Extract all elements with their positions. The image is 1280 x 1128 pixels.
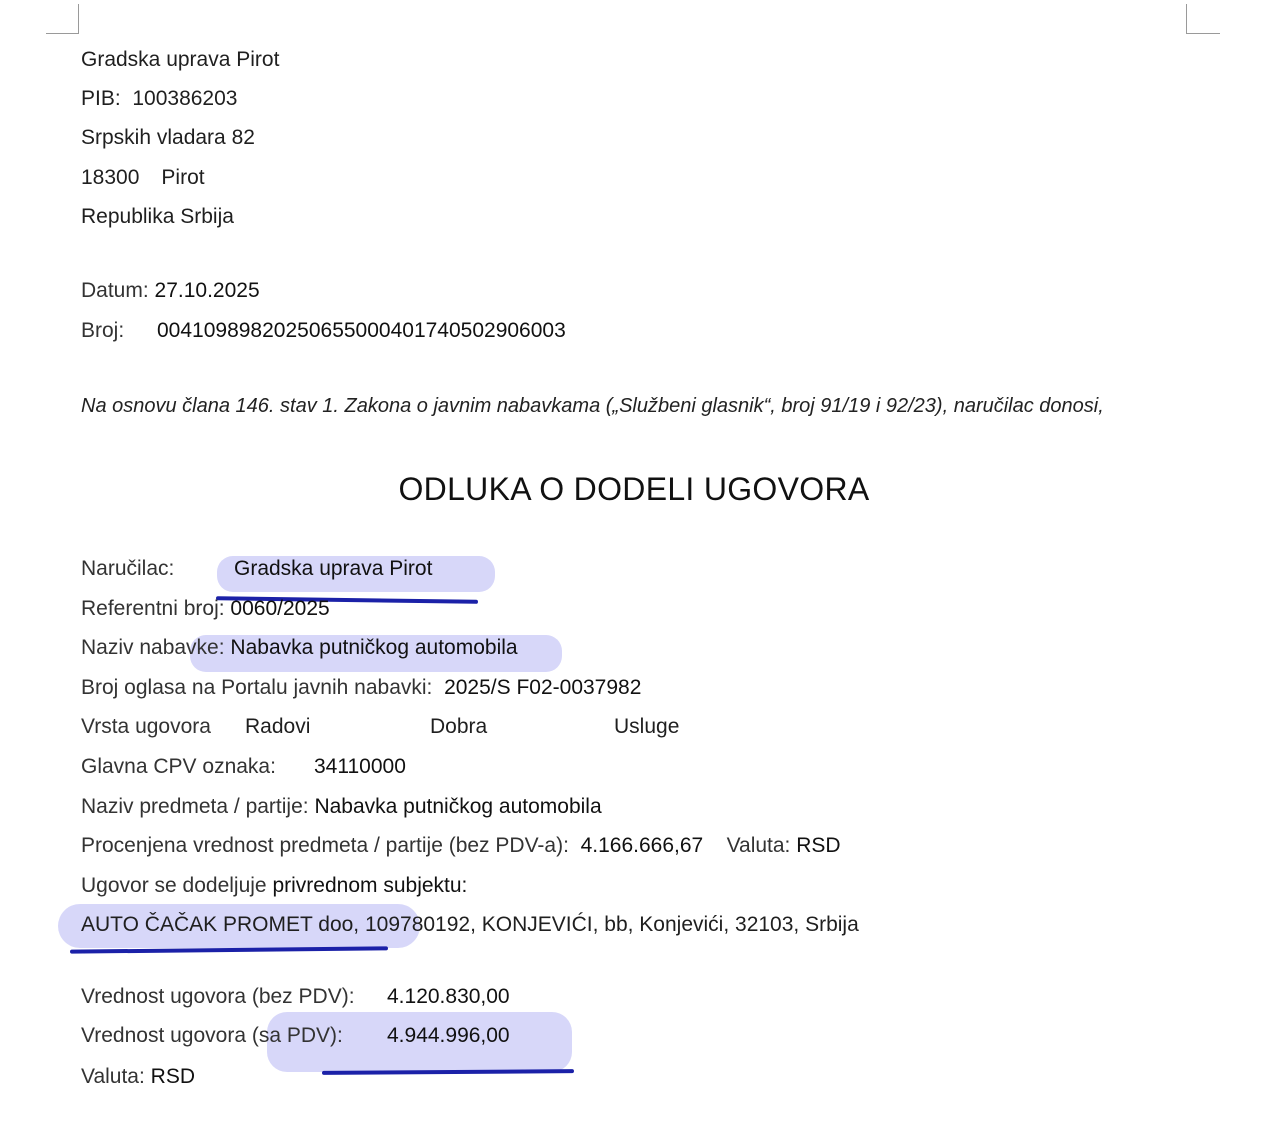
sender-country: Republika Srbija (81, 205, 234, 228)
pib-label: PIB: (81, 87, 121, 110)
sender-city-line (81, 165, 205, 191)
pib-value: 100386203 (132, 87, 238, 110)
sender-name: Gradska uprava Pirot (81, 48, 280, 71)
naziv-nabavke-line (81, 635, 518, 661)
naziv-nabavke-value: Nabavka putničkog automobila (230, 636, 518, 659)
narucilac-value: Gradska uprava Pirot (234, 557, 433, 580)
cpv-label: Glavna CPV oznaka: (81, 755, 276, 778)
number-label: Broj: (81, 319, 125, 342)
number-value: 00410989820250655000401740502906003 (157, 319, 566, 342)
valuta2-value: RSD (150, 1065, 196, 1088)
number-line (81, 318, 566, 344)
dodela-label: Ugovor se dodeljuje (81, 874, 267, 897)
subjekt-line: AUTO ČAČAK PROMET doo, 109780192, KONJEVIĆI, bb, Konjevići, 32103, Srbija (81, 913, 859, 936)
procena-label: Procenjena vrednost predmeta / partije (bez PDV-a): (81, 834, 569, 857)
date-label: Datum: (81, 279, 149, 302)
predmet-value: Nabavka putničkog automobila (314, 795, 602, 818)
cpv-line (81, 754, 406, 780)
city: Pirot (161, 166, 205, 189)
ref-value: 0060/2025 (230, 597, 330, 620)
narucilac-label: Naručilac: (81, 557, 175, 580)
narucilac-line (81, 556, 432, 582)
ref-label: Referentni broj: (81, 597, 225, 620)
sa-pdv-label: Vrednost ugovora (sa PDV): (81, 1024, 343, 1047)
ref-line (81, 596, 330, 622)
valuta2-label: Valuta: (81, 1065, 145, 1088)
sa-pdv-line (81, 1023, 510, 1049)
predmet-label: Naziv predmeta / partije: (81, 795, 309, 818)
document-title: ODLUKA O DODELI UGOVORA (398, 471, 870, 507)
date-line (81, 278, 260, 304)
oglas-line (81, 675, 641, 701)
cpv-value: 34110000 (314, 755, 406, 778)
intro-text: Na osnovu člana 146. stav 1. Zakona o javnim nabavkama („Službeni glasnik“, broj 91/19 i 92/23), naručilac donosi, (81, 395, 1104, 417)
procena-line (81, 833, 841, 859)
postal-code: 18300 (81, 166, 140, 189)
oglas-label: Broj oglasa na Portalu javnih nabavki: (81, 676, 433, 699)
vrsta-line (81, 714, 679, 740)
vrsta-option-radovi: Radovi (245, 715, 311, 738)
valuta-value: RSD (796, 834, 841, 857)
date-value: 27.10.2025 (154, 279, 260, 302)
vrsta-option-dobra: Dobra (430, 715, 488, 738)
vrsta-option-usluge: Usluge (614, 715, 680, 738)
dodela-line (81, 873, 467, 899)
procena-value: 4.166.666,67 (580, 834, 704, 857)
valuta2-line (81, 1064, 195, 1090)
bez-pdv-value: 4.120.830,00 (387, 985, 510, 1008)
oglas-value: 2025/S F02-0037982 (444, 676, 642, 699)
bez-pdv-line (81, 984, 510, 1010)
naziv-nabavke-label: Naziv nabavke: (81, 636, 225, 659)
predmet-line (81, 794, 602, 820)
sa-pdv-value: 4.944.996,00 (387, 1024, 510, 1047)
bez-pdv-label: Vrednost ugovora (bez PDV): (81, 985, 355, 1008)
vrsta-label: Vrsta ugovora (81, 715, 211, 738)
sender-pib (81, 86, 237, 112)
valuta-label: Valuta: (726, 834, 791, 857)
sender-street: Srpskih vladara 82 (81, 126, 255, 149)
dodela-bold: privrednom subjektu: (272, 874, 468, 897)
